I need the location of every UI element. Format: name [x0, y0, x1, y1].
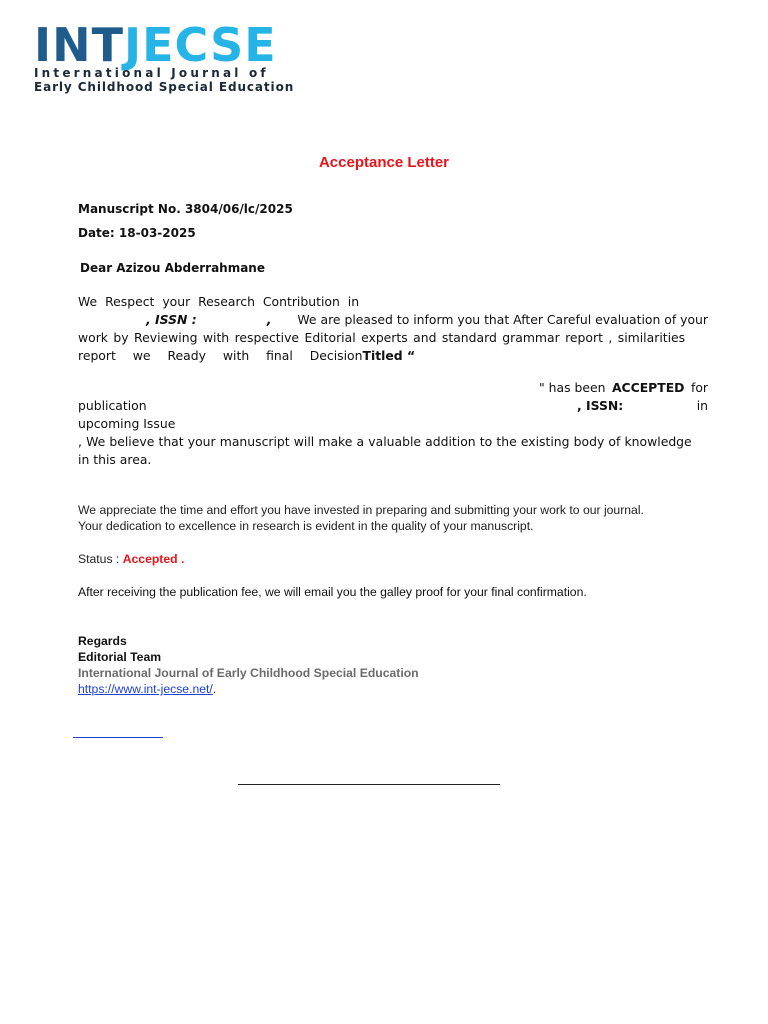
journal-url-line — [78, 681, 216, 698]
in-text: in — [696, 398, 708, 413]
appreciation-line-1: We appreciate the time and effort you have invested in preparing and submitting your work to our journal. — [78, 503, 644, 517]
body-line-8: , We believe that your manuscript will make a valuable addition to the existing body of knowledge — [78, 434, 692, 449]
publication-text: publication — [78, 398, 147, 413]
appreciation-line-2: Your dedication to excellence in research is evident in the quality of your manuscript. — [78, 519, 534, 533]
signature-rule — [238, 784, 500, 785]
editorial-team: Editorial Team — [78, 650, 162, 664]
fee-note: After receiving the publication fee, we will email you the galley proof for your final confirmation. — [78, 585, 587, 599]
status-value: Accepted . — [122, 552, 185, 566]
issn-label-2: , ISSN: — [577, 398, 624, 413]
logo-wordmark: INTJECSE — [34, 18, 277, 72]
url-suffix: . — [212, 682, 217, 696]
body-line-9: in this area. — [78, 452, 152, 467]
body-line-3: work by Reviewing with respective Editorial experts and standard grammar report , similarities — [78, 330, 686, 345]
has-been-text: " has been — [539, 380, 606, 395]
body-line-7: upcoming Issue — [78, 416, 176, 431]
manuscript-number: Manuscript No. 3804/06/lc/2025 — [78, 202, 293, 216]
letter-date: Date: 18-03-2025 — [78, 226, 196, 240]
greeting: Dear Azizou Abderrahmane — [80, 261, 265, 275]
logo-subtitle-line2: Early Childhood Special Education — [34, 80, 295, 94]
page-title: Acceptance Letter — [318, 154, 450, 171]
body-line-4 — [78, 347, 416, 365]
body-line-2-rest: We are pleased to inform you that After Careful evaluation of your — [297, 312, 708, 327]
body-line-1: We Respect your Research Contribution in — [78, 294, 360, 309]
titled-label: Titled “ — [362, 348, 416, 363]
regards: Regards — [78, 634, 127, 648]
issn-comma: , — [266, 312, 272, 327]
body-line-4-text: report we Ready with final Decision — [78, 348, 363, 363]
body-line-2 — [146, 311, 708, 329]
accepted-word: ACCEPTED — [611, 380, 685, 395]
issn-label: , ISSN : — [146, 312, 197, 327]
body-line-5 — [539, 379, 708, 397]
for-text: for — [690, 380, 708, 395]
logo-subtitle-line1: International Journal of — [34, 66, 269, 80]
journal-logo — [34, 18, 334, 96]
status-label: Status : — [78, 552, 120, 566]
journal-url-link[interactable]: https://www.int-jecse.net/ — [78, 682, 213, 696]
journal-name: International Journal of Early Childhood Special Education — [78, 666, 419, 680]
blue-rule — [73, 737, 163, 738]
status-line — [78, 551, 184, 568]
